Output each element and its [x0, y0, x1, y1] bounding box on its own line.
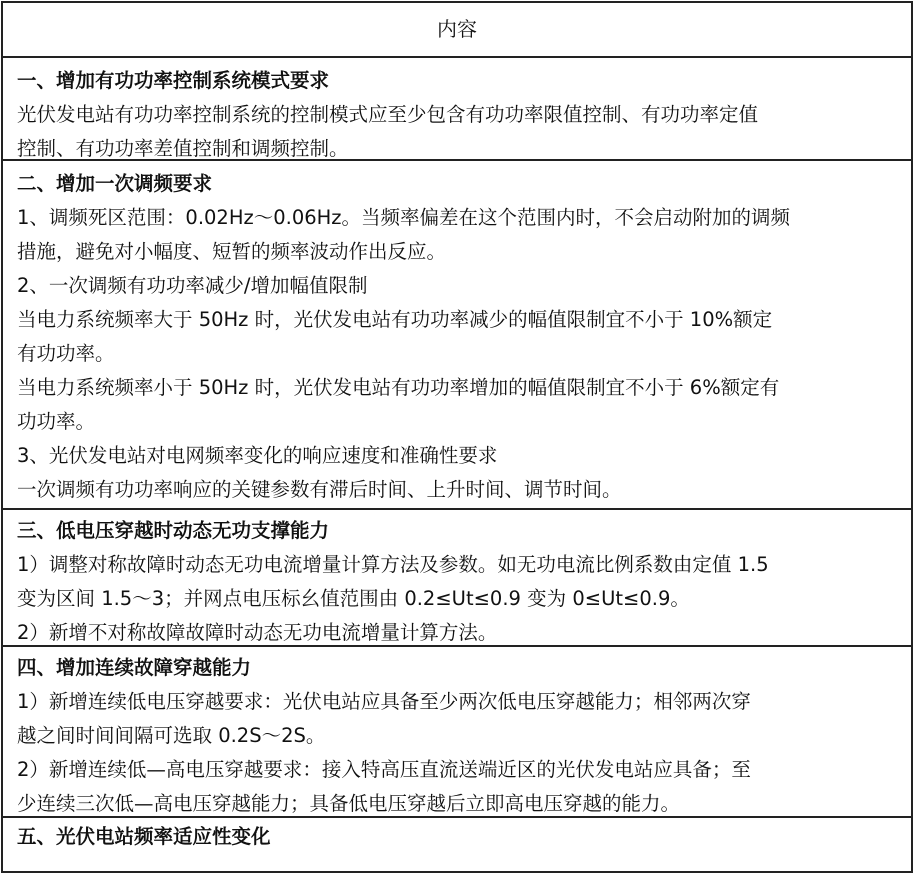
section-title: 二、增加一次调频要求: [17, 172, 213, 195]
section-text-line: 一次调频有功功率响应的关键参数有滞后时间、上升时间、调节时间。: [17, 478, 622, 501]
section-text-line: 光伏发电站有功功率控制系统的控制模式应至少包含有功功率限值控制、有功功率定值: [17, 103, 759, 126]
section-frequency-adaptability: [3, 818, 911, 869]
section-text-line: 当电力系统频率大于 50Hz 时，光伏发电站有功功率减少的幅值限制宜不小于 10%额定: [17, 308, 773, 331]
section-text-line: 1、调频死区范围：0.02Hz～0.06Hz。当频率偏差在这个范围内时，不会启动附加的调频: [17, 206, 791, 229]
section-title: 四、增加连续故障穿越能力: [17, 656, 252, 679]
section-text-line: 控制、有功功率差值控制和调频控制。: [17, 137, 349, 160]
section-text-line: 3、光伏发电站对电网频率变化的响应速度和准确性要求: [17, 444, 498, 467]
table-header: [3, 3, 911, 58]
section-active-power-control: [3, 58, 911, 161]
section-primary-frequency-regulation: [3, 161, 911, 510]
section-title: 五、光伏电站频率适应性变化: [17, 825, 271, 848]
header-title: 内容: [437, 17, 477, 41]
section-text-line: 2、一次调频有功功率减少/增加幅值限制: [17, 274, 368, 297]
section-text-line: 1）新增连续低电压穿越要求：光伏电站应具备至少两次低电压穿越能力；相邻两次穿: [17, 690, 751, 713]
section-continuous-fault-ride-through: [3, 647, 911, 818]
section-text-line: 少连续三次低—高电压穿越能力；具备低电压穿越后立即高电压穿越的能力。: [17, 792, 681, 815]
section-lvrt-reactive-support: [3, 510, 911, 647]
section-text-line: 功功率。: [17, 410, 96, 433]
section-text-line: 变为区间 1.5～3；并网点电压标幺值范围由 0.2≤Ut≤0.9 变为 0≤Ut≤0.9。: [17, 587, 690, 610]
content-table: [1, 1, 913, 873]
section-text-line: 2）新增连续低—高电压穿越要求：接入特高压直流送端近区的光伏发电站应具备；至: [17, 758, 751, 781]
section-text-line: 措施，避免对小幅度、短暂的频率波动作出反应。: [17, 240, 447, 263]
section-text-line: 当电力系统频率小于 50Hz 时，光伏发电站有功功率增加的幅值限制宜不小于 6%额定有: [17, 376, 780, 399]
section-title: 一、增加有功功率控制系统模式要求: [17, 69, 330, 92]
section-text-line: 1）调整对称故障时动态无功电流增量计算方法及参数。如无功电流比例系数由定值 1.5: [17, 553, 769, 576]
section-text-line: 有功功率。: [17, 342, 115, 365]
section-title: 三、低电压穿越时动态无功支撑能力: [17, 519, 330, 542]
section-text-line: 越之间时间间隔可选取 0.2S～2S。: [17, 724, 326, 747]
section-text-line: 2）新增不对称故障故障时动态无功电流增量计算方法。: [17, 621, 498, 644]
